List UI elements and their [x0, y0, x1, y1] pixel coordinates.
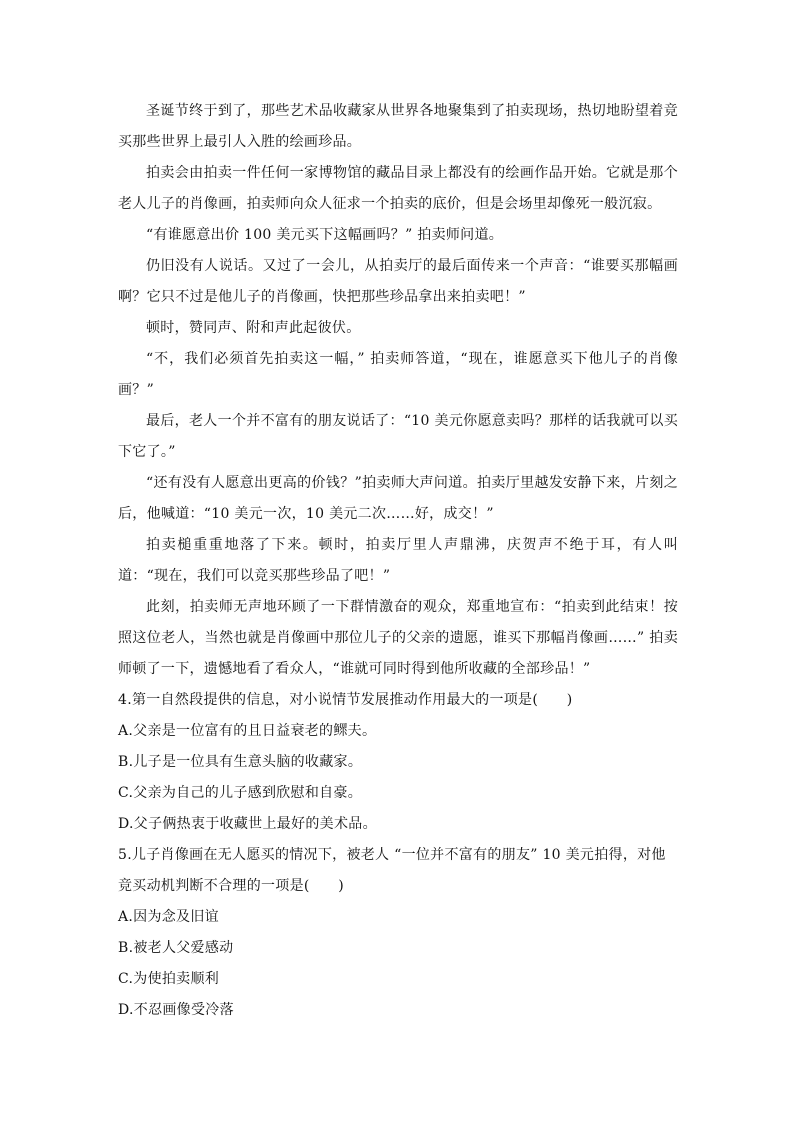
question-stem: 5.儿子肖像画在无人愿买的情况下，被老人 “一位并不富有的朋友” 10 美元拍得，对他竞买动机判断不合理的一项是( ) — [118, 847, 666, 894]
reading-passage — [118, 96, 678, 1026]
question-5 — [118, 840, 678, 1026]
paragraph-7: 最后，老人一个并不富有的朋友说话了：“10 美元你愿意卖吗？那样的话我就可以买下它了。” — [118, 413, 678, 460]
paragraph-6: “不，我们必须首先拍卖这一幅，” 拍卖师答道，“现在，谁愿意买下他儿子的肖像画？” — [118, 351, 678, 398]
paragraph-10: 此刻，拍卖师无声地环顾了一下群情激奋的观众，郑重地宣布：“拍卖到此结束！按照这位老人，当然也就是肖像画中那位儿子的父亲的遗愿，谁买下那幅肖像画……” 拍卖师顿了一下，遗憾地看了看众人，“谁就可同时得到他所收藏的全部珍品！” — [118, 599, 678, 677]
paragraph-1: 圣诞节终于到了，那些艺术品收藏家从世界各地聚集到了拍卖现场，热切地盼望着竞买那些世界上最引人入胜的绘画珍品。 — [118, 103, 678, 150]
paragraph-2: 拍卖会由拍卖一件任何一家博物馆的藏品目录上都没有的绘画作品开始。它就是那个老人儿子的肖像画，拍卖师向众人征求一个拍卖的底价，但是会场里却像死一般沉寂。 — [118, 165, 678, 212]
option-c: C.父亲为自己的儿子感到欣慰和自豪。 — [118, 785, 363, 801]
paragraph-9: 拍卖槌重重地落了下来。顿时，拍卖厅里人声鼎沸，庆贺声不绝于耳，有人叫道：“现在，我们可以竞买那些珍品了吧！” — [118, 537, 678, 584]
option-b: B.被老人父爱感动 — [118, 940, 234, 956]
paragraph-4: 仍旧没有人说话。又过了一会儿，从拍卖厅的最后面传来一个声音：“谁要买那幅画啊？它只不过是他儿子的肖像画，快把那些珍品拿出来拍卖吧！” — [118, 258, 678, 305]
option-d: D.不忍画像受冷落 — [118, 1002, 234, 1018]
paragraph-5: 顿时，赞同声、附和声此起彼伏。 — [146, 320, 361, 336]
paragraph-3: “有谁愿意出价 100 美元买下这幅画吗？” 拍卖师问道。 — [146, 227, 504, 243]
option-b: B.儿子是一位具有生意头脑的收藏家。 — [118, 754, 363, 770]
option-a: A.因为念及旧谊 — [118, 909, 219, 925]
option-c: C.为使拍卖顺利 — [118, 971, 220, 987]
option-a: A.父亲是一位富有的且日益衰老的鳏夫。 — [118, 723, 377, 739]
question-stem: 4.第一自然段提供的信息，对小说情节发展推动作用最大的一项是( ) — [118, 692, 573, 708]
paragraph-8: “还有没有人愿意出更高的价钱？”拍卖师大声问道。拍卖厅里越发安静下来，片刻之后，他喊道：“10 美元一次，10 美元二次……好，成交！” — [118, 475, 678, 522]
question-4 — [118, 685, 678, 840]
option-d: D.父子俩热衷于收藏世上最好的美术品。 — [118, 816, 377, 832]
